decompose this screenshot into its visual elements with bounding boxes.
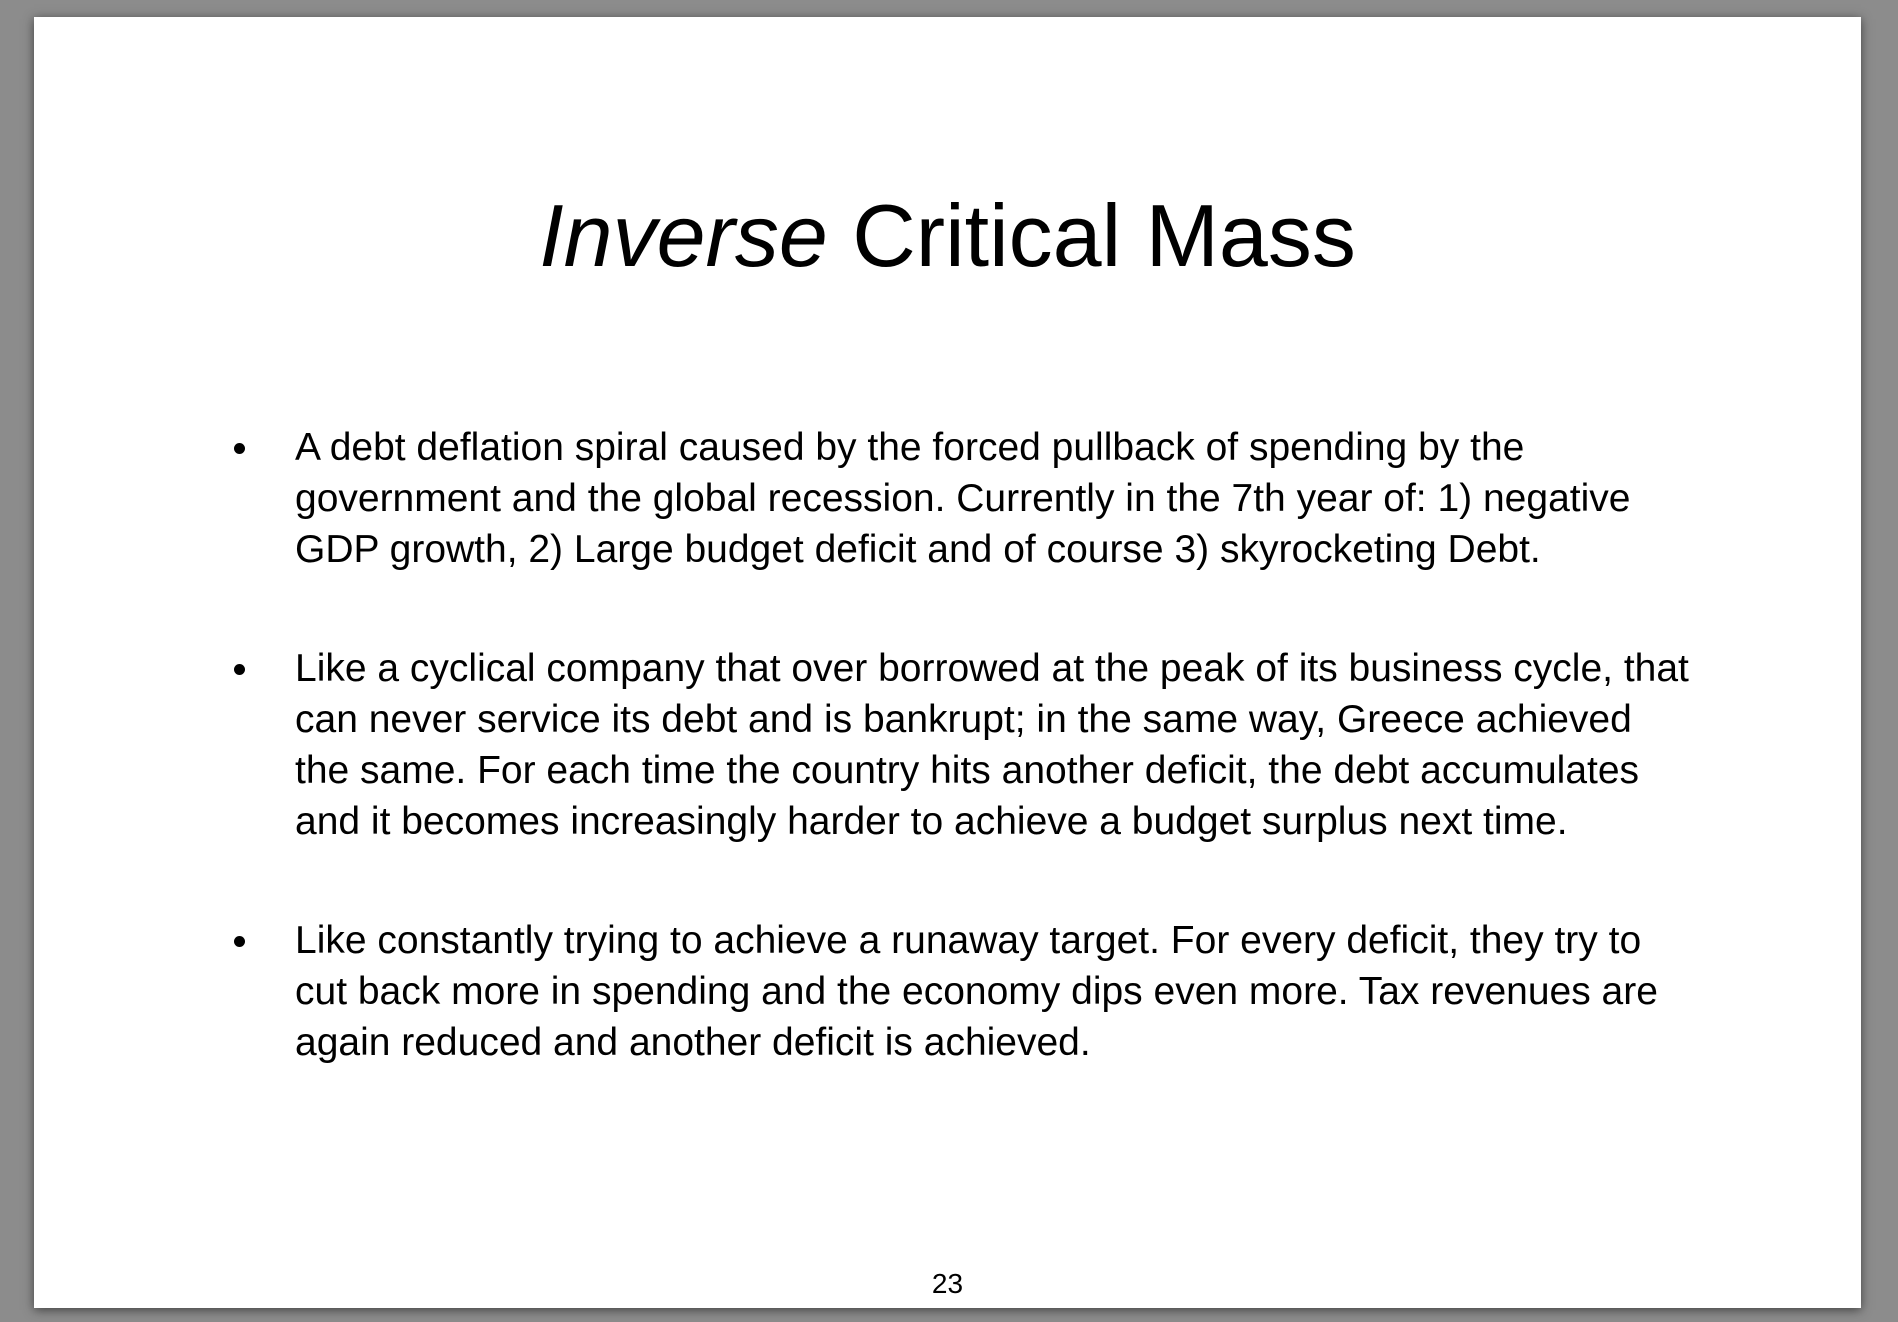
slide bbox=[34, 17, 1861, 1308]
bullet-text: Like constantly trying to achieve a runaway target. For every deficit, they try to cut back more in spending and the economy dips even more. Tax revenues are again reduced and another deficit is achieved. bbox=[295, 919, 1658, 1064]
bullet-dot-icon bbox=[234, 443, 245, 454]
slide-title-emphasis: Inverse bbox=[539, 186, 828, 285]
bullet-text: Like a cyclical company that over borrowed at the peak of its business cycle, that can never service its debt and is bankrupt; in the same way, Greece achieved the same. For each time the country hits another deficit, the debt accumulates and it becomes increasingly harder to achieve a budget surplus next time. bbox=[295, 647, 1689, 843]
slide-title-rest: Critical Mass bbox=[852, 186, 1356, 285]
page-number: 23 bbox=[931, 1268, 964, 1299]
bullet-text: A debt deflation spiral caused by the forced pullback of spending by the government and the global recession. Currently in the 7th year of: 1) negative GDP growth, 2) Large budget deficit and of course 3) skyrocketing Debt. bbox=[295, 426, 1631, 571]
bullet-item bbox=[220, 915, 1690, 1068]
bullet-item bbox=[220, 643, 1690, 847]
bullet-dot-icon bbox=[234, 936, 245, 947]
slide-title bbox=[34, 182, 1861, 290]
bullet-list bbox=[220, 422, 1690, 1068]
bullet-item bbox=[220, 422, 1690, 575]
bullet-dot-icon bbox=[234, 664, 245, 675]
